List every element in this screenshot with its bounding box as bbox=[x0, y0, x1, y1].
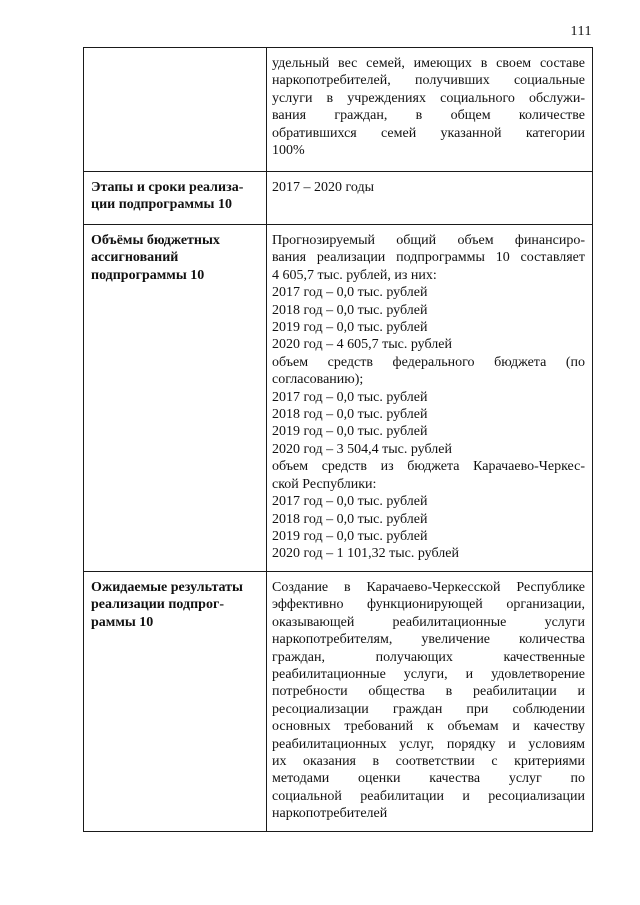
text-line: реабилитационные услуги, и удовлетворение bbox=[272, 667, 585, 683]
passport-table bbox=[83, 47, 593, 832]
text-line: услуги в учреждениях социального обслужи- bbox=[272, 90, 585, 106]
text-line: ресоциализации граждан при соблюдении bbox=[272, 701, 585, 717]
text-line: 2018 год – 0,0 тыс. рублей bbox=[272, 511, 428, 527]
label-line: ции подпрограммы 10 bbox=[91, 197, 232, 213]
label-line: Этапы и сроки реализа- bbox=[91, 180, 244, 195]
text-line: объем средств федерального бюджета (по bbox=[272, 354, 585, 370]
text-line: основных требований к объемам и качеству bbox=[272, 719, 585, 735]
table-row bbox=[84, 48, 593, 172]
text-line: 2019 год – 0,0 тыс. рублей bbox=[272, 424, 428, 440]
table-row bbox=[84, 172, 593, 225]
text-line: 2020 год – 1 101,32 тыс. рублей bbox=[272, 546, 459, 562]
text-line: 2017 год – 0,0 тыс. рублей bbox=[272, 285, 428, 301]
text-line: 4 605,7 тыс. рублей, из них: bbox=[272, 267, 437, 283]
text-line: наркопотребителей bbox=[272, 806, 388, 822]
text-line: 2019 год – 0,0 тыс. рублей bbox=[272, 320, 428, 336]
text-line: объем средств из бюджета Карачаево-Черкес- bbox=[272, 459, 585, 475]
page-number: 111 bbox=[570, 24, 592, 39]
text-line: оказывающей реабилитационные услуги bbox=[272, 614, 585, 630]
text-line: удельный вес семей, имеющих в своем составе bbox=[272, 56, 585, 71]
text-line: потребности общества в реабилитации и bbox=[272, 684, 585, 700]
table-row bbox=[84, 225, 593, 572]
row-value-cell-targets bbox=[267, 48, 593, 172]
label-line: подпрограммы 10 bbox=[91, 267, 205, 283]
label-line: Ожидаемые результаты bbox=[91, 580, 243, 595]
text-line: Создание в Карачаево-Черкесской Республике bbox=[272, 580, 585, 595]
text-line: методами оценки качества услуг по bbox=[272, 771, 585, 787]
text-line: 2020 год – 3 504,4 тыс. рублей bbox=[272, 441, 452, 457]
row-label-cell-stages bbox=[84, 172, 267, 225]
text-line: 2018 год – 0,0 тыс. рублей bbox=[272, 302, 428, 318]
text-line: 2017 год – 0,0 тыс. рублей bbox=[272, 389, 428, 405]
text-line: 2019 год – 0,0 тыс. рублей bbox=[272, 528, 428, 544]
text-line: 2017 год – 0,0 тыс. рублей bbox=[272, 494, 428, 510]
text-line: 100% bbox=[272, 143, 305, 159]
text-line: 2018 год – 0,0 тыс. рублей bbox=[272, 407, 428, 423]
row-value-cell-budget bbox=[267, 225, 593, 572]
text-line: Прогнозируемый общий объем финансиро- bbox=[272, 233, 585, 248]
text-line: социальной реабилитации и ресоциализации bbox=[272, 788, 585, 804]
row-label-cell-budget bbox=[84, 225, 267, 572]
text-line: реабилитационных услуг, порядку и условиям bbox=[272, 736, 585, 752]
text-line: вания реализации подпрограммы 10 составляет bbox=[272, 250, 585, 266]
label-line: ассигнований bbox=[91, 250, 179, 266]
label-line: Объёмы бюджетных bbox=[91, 233, 220, 248]
text-line: обратившихся семей указанной категории bbox=[272, 125, 585, 141]
row-label-cell-results bbox=[84, 572, 267, 832]
text-line: эффективно функционирующей организации, bbox=[272, 597, 585, 613]
row-label-cell-targets bbox=[84, 48, 267, 172]
row-value-cell-results bbox=[267, 572, 593, 832]
text-line: 2017 – 2020 годы bbox=[272, 180, 375, 195]
text-line: их оказания в соответствии с критериями bbox=[272, 754, 585, 770]
text-line: вания граждан, в общем количестве bbox=[272, 108, 585, 124]
text-line: наркопотребителям, увеличение количества bbox=[272, 632, 585, 648]
text-line: 2020 год – 4 605,7 тыс. рублей bbox=[272, 337, 452, 353]
text-line: наркопотребителей, получивших социальные bbox=[272, 73, 585, 89]
text-line: ской Республики: bbox=[272, 476, 377, 492]
label-line: реализации подпрог- bbox=[91, 597, 224, 613]
table-row bbox=[84, 572, 593, 832]
label-line: раммы 10 bbox=[91, 614, 154, 630]
row-value-cell-stages bbox=[267, 172, 593, 225]
text-line: граждан, получающих качественные bbox=[272, 649, 585, 665]
text-line: согласованию); bbox=[272, 372, 364, 388]
